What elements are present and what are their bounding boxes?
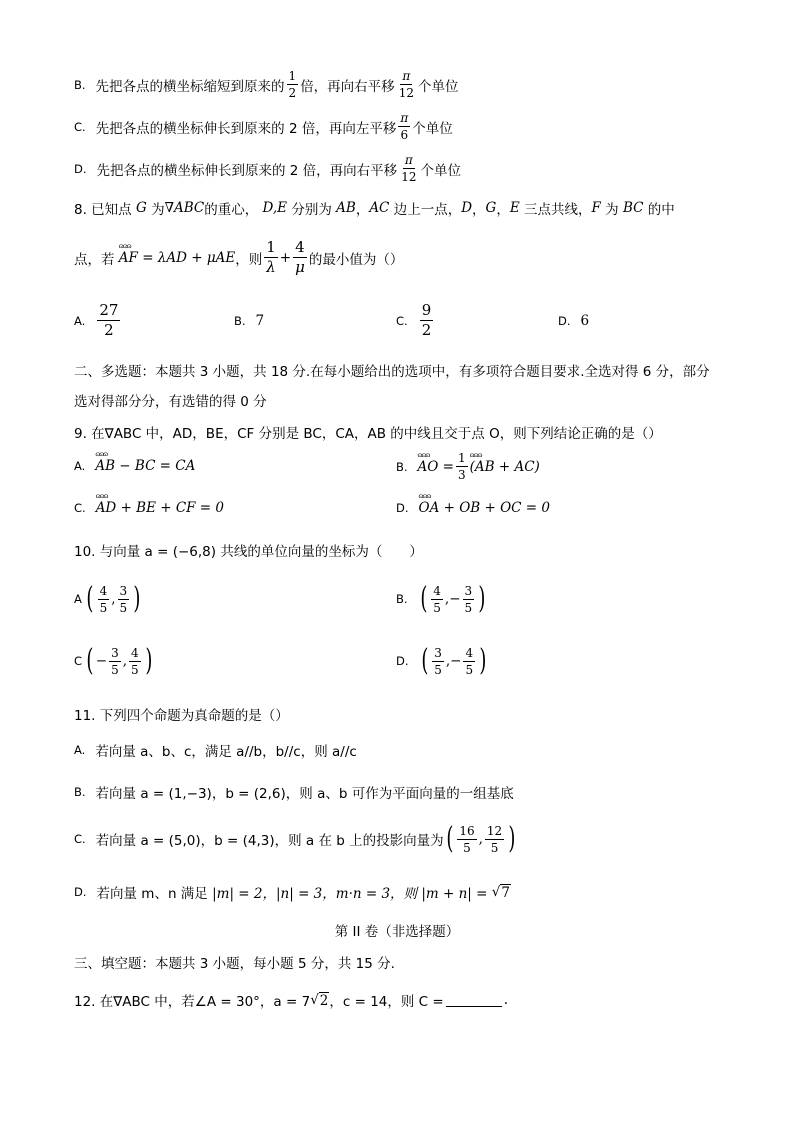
answer-blank[interactable] — [446, 994, 502, 1007]
fraction: $\frac{4}{\mu}$ — [295, 238, 305, 276]
q8-option-b: B. 7 — [234, 313, 265, 329]
q11-option-a: A. 若向量 a、b、c，满足 a//b，b//c，则 a//c — [74, 743, 357, 760]
q10-stem: 10. 与向量 a = (−6,8) 共线的单位向量的坐标为（ ） — [74, 544, 423, 560]
fraction: $\frac{\pi}{12}$ — [398, 69, 414, 100]
section-2-heading: 二、多选题：本题共 3 小题，共 18 分.在每小题给出的选项中，有多项符合题目要求.全选对得 6 分，部分 — [74, 364, 710, 380]
q7-option-d: D. 先把各点的横坐标伸长到原来的 2 倍，再向右平移 $\frac{\pi}{12}$ 个单位 — [74, 153, 461, 184]
part-2-title: 第 II 卷（非选择题） — [334, 924, 460, 940]
fraction: $\frac{1}{2}$ — [288, 69, 297, 100]
q12-stem: 12. 在∇ABC 中，若∠A = 30°，a = 7 √ 2 ，c = 14，则 C = . — [74, 992, 509, 1010]
q10-option-d: D. ( $\frac{3}{5}$ , − $\frac{4}{5}$ ) — [396, 643, 487, 678]
q9-option-b: B. ɷɷɷ AO = $\frac{1}{3}$ ɷɷɷ (AB + AC) — [396, 452, 540, 481]
q7-option-c: C. 先把各点的横坐标伸长到原来的 2 倍，再向左平移 $\frac{\pi}{6}$ 个单位 — [74, 111, 453, 142]
fraction: $\frac{1}{\lambda}$ — [266, 238, 276, 276]
q11-option-b: B. 若向量 a = (1,−3)，b = (2,6)，则 a、b 可作为平面向量的一组基底 — [74, 785, 514, 802]
fraction: $\frac{\pi}{12}$ — [401, 153, 417, 184]
q8-stem-line2: 点，若 ɷɷɷ AF = λAD + μAE ，则 $\frac{1}{\lambda}$ + $\frac{4}{\mu}$ 的最小值为（） — [74, 240, 403, 275]
q11-stem: 11. 下列四个命题为真命题的是（） — [74, 708, 289, 724]
q10-option-c: C ( − $\frac{3}{5}$ , $\frac{4}{5}$ ) — [74, 643, 153, 678]
section-3-heading: 三、填空题：本题共 3 小题，每小题 5 分，共 15 分. — [74, 956, 395, 972]
q7-option-b: B. 先把各点的横坐标缩短到原来的 $\frac{1}{2}$ 倍，再向右平移 $\frac{\pi}{12}$ 个单位 — [74, 69, 459, 100]
q9-option-d: D. ɷɷɷ OA + OB + OC = 0 — [396, 500, 550, 516]
q8-option-c: C. $\frac{9}{2}$ — [396, 301, 432, 339]
vector-equation: ɷɷɷ AF = λAD + μAE — [119, 250, 235, 266]
q9-stem: 9. 在∇ABC 中，AD，BE，CF 分别是 BC，CA，AB 的中线且交于点 O，则下列结论正确的是（） — [74, 426, 662, 442]
q8-stem-line1: 8. 已知点 G 为 ∇ABC 的重心， D,E 分别为 AB ， AC 边上一点， D ， G ， E 三点共线， F 为 BC 的中 — [74, 200, 675, 218]
q10-option-b: B. ( $\frac{4}{5}$ , − $\frac{3}{5}$ ) — [396, 581, 486, 616]
q11-option-c: C. 若向量 a = (5,0)，b = (4,3)，则 a 在 b 上的投影向量为 ( $\frac{16}{5}$ , $\frac{12}{5}$ ) — [74, 821, 516, 856]
q9-option-c: C. ɷɷɷ AD + BE + CF = 0 — [74, 500, 224, 516]
q9-option-a: A. ɷɷɷ AB − BC = CA — [74, 458, 195, 474]
q11-option-d: D. 若向量 m、n 满足 |m| = 2，|n| = 3，m·n = 3，则 |m + n| = √ 7 — [74, 884, 510, 902]
fraction: $\frac{\pi}{6}$ — [400, 111, 409, 142]
q8-option-d: D. 6 — [558, 313, 590, 329]
q8-option-a: A. $\frac{27}{2}$ — [74, 301, 119, 339]
q10-option-a: A ( $\frac{4}{5}$ , $\frac{3}{5}$ ) — [74, 581, 141, 616]
section-2-heading-cont: 选对得部分分，有选错的得 0 分 — [74, 394, 267, 410]
